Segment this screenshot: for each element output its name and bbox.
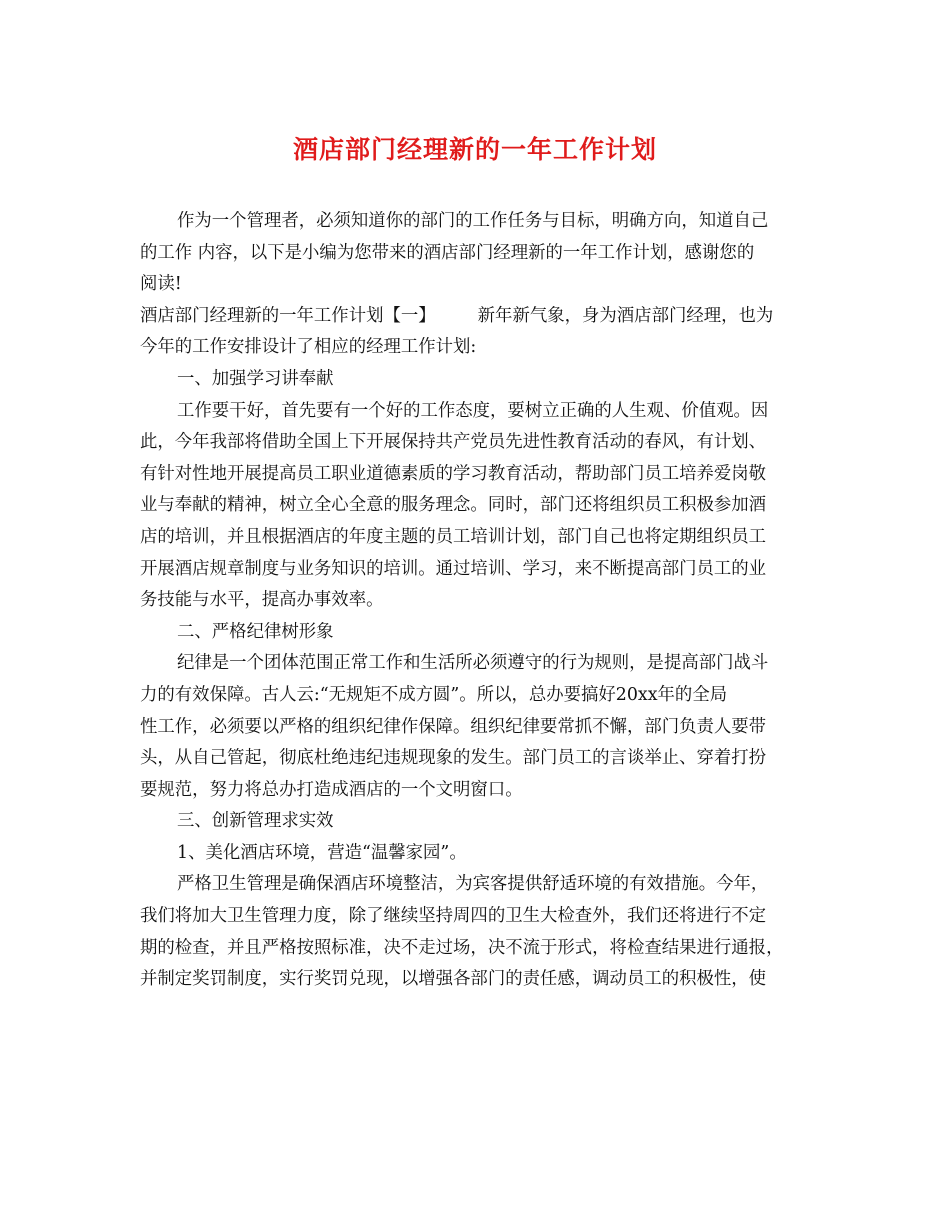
paragraph-line: 业与奉献的精神，树立全心全意的服务理念。同时，部门还将组织员工积极参加酒 bbox=[140, 495, 767, 516]
paragraph-line: 开展酒店规章制度与业务知识的培训。通过培训、学习，来不断提高部门员工的业 bbox=[140, 558, 767, 579]
paragraph-text: 新年新气象，身为酒店部门经理，也为 bbox=[477, 305, 774, 326]
paragraph-line: 有针对性地开展提高员工职业道德素质的学习教育活动，帮助部门员工培养爱岗敬 bbox=[140, 463, 767, 484]
paragraph-line-section-heading bbox=[140, 301, 825, 333]
list-item-heading: 1、美化酒店环境，营造“温馨家园”。 bbox=[177, 842, 467, 863]
paragraph-line: 的工作 内容，以下是小编为您带来的酒店部门经理新的一年工作计划，感谢您的 bbox=[140, 242, 755, 263]
paragraph-line: 期的检查，并且严格按照标准，决不走过场，决不流于形式，将检查结果进行通报， bbox=[140, 937, 784, 958]
subheading-one: 一、加强学习讲奉献 bbox=[177, 368, 334, 389]
paragraph-line: 严格卫生管理是确保酒店环境整洁，为宾客提供舒适环境的有效措施。今年， bbox=[177, 874, 769, 895]
paragraph-line: 并制定奖罚制度，实行奖罚兑现，以增强各部门的责任感，调动员工的积极性，使 bbox=[140, 969, 767, 990]
paragraph-line: 力的有效保障。古人云:“无规矩不成方圆”。所以，总办要搞好20xx年的全局 bbox=[140, 684, 728, 705]
paragraph-line: 工作要干好，首先要有一个好的工作态度，要树立正确的人生观、价值观。因 bbox=[177, 400, 769, 421]
document-title: 酒店部门经理新的一年工作计划 bbox=[292, 135, 657, 164]
paragraph-line: 要规范，努力将总办打造成酒店的一个文明窗口。 bbox=[140, 779, 523, 800]
paragraph-line: 纪律是一个团体范围正常工作和生活所必须遵守的行为规则，是提高部门战斗 bbox=[177, 653, 769, 674]
paragraph-line: 今年的工作安排设计了相应的经理工作计划: bbox=[140, 337, 477, 358]
paragraph-line: 阅读! bbox=[140, 274, 182, 295]
paragraph-line: 头，从自己管起，彻底杜绝违纪违规现象的发生。部门员工的言谈举止、穿着打扮 bbox=[140, 748, 767, 769]
section-title-one: 酒店部门经理新的一年工作计划【一】 bbox=[140, 305, 436, 326]
subheading-three: 三、创新管理求实效 bbox=[177, 811, 334, 832]
paragraph-line: 我们将加大卫生管理力度，除了继续坚持周四的卫生大检查外，我们还将进行不定 bbox=[140, 906, 767, 927]
paragraph-line: 此，今年我部将借助全国上下开展保持共产党员先进性教育活动的春风，有计划、 bbox=[140, 432, 767, 453]
paragraph-line: 性工作，必须要以严格的组织纪律作保障。组织纪律要常抓不懈，部门负责人要带 bbox=[140, 716, 767, 737]
paragraph-line: 店的培训，并且根据酒店的年度主题的员工培训计划，部门自己也将定期组织员工 bbox=[140, 526, 767, 547]
document-body bbox=[140, 206, 825, 996]
paragraph-line: 务技能与水平，提高办事效率。 bbox=[140, 590, 384, 611]
subheading-two: 二、严格纪律树形象 bbox=[177, 621, 334, 642]
paragraph-line: 作为一个管理者，必须知道你的部门的工作任务与目标，明确方向，知道自己 bbox=[177, 211, 769, 231]
